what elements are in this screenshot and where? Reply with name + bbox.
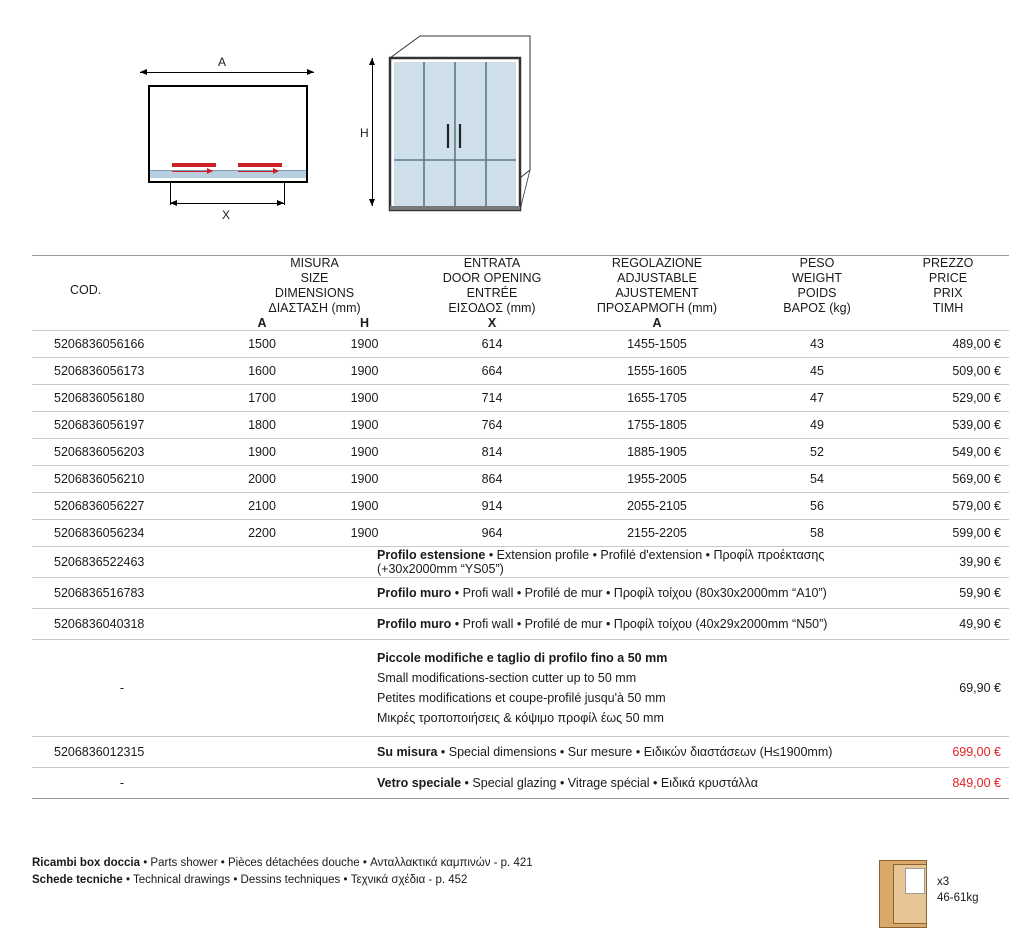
door-direction-arrow-right: [238, 171, 278, 172]
subheader-empty-3: [887, 316, 1009, 331]
cell-adj: 1885-1905: [567, 439, 747, 466]
cell-adj: 1955-2005: [567, 466, 747, 493]
footer-line-parts[interactable]: [32, 855, 1009, 872]
header-prezzo-gr: TIMH: [932, 301, 964, 315]
desc-rest: • Special glazing • Vitrage spécial • Ειδικά κρυστάλλα: [461, 776, 758, 790]
header-peso-gr: ΒΑΡΟΣ (kg): [783, 301, 851, 315]
dimension-x-label: X: [222, 208, 231, 222]
price-table: [32, 255, 1009, 799]
table-row[interactable]: [32, 331, 1009, 358]
subheader-empty: [32, 316, 212, 331]
cell-h: 1900: [312, 331, 417, 358]
cell-adj: 2155-2205: [567, 520, 747, 547]
mod-line-it: Piccole modifiche e taglio di profilo fino a 50 mm: [377, 651, 668, 665]
footer-references: [32, 855, 1009, 889]
header-regolazione: [567, 256, 747, 317]
header-peso: [747, 256, 887, 317]
cell-adj: 1755-1805: [567, 412, 747, 439]
header-misura-it: MISURA: [290, 256, 339, 270]
header-entrata-fr: ENTRÉE: [466, 286, 518, 300]
dimension-a-arrow: [140, 72, 314, 73]
table-bottom-border: [32, 799, 1009, 800]
header-misura-fr: DIMENSIONS: [274, 286, 355, 300]
mod-line-en: Small modifications-section cutter up to 50 mm: [377, 671, 637, 685]
header-regolazione-fr: AJUSTEMENT: [615, 286, 699, 300]
subheader-adj: A: [652, 316, 662, 330]
cell-code: 5206836522463: [32, 547, 212, 578]
dimension-x-arrow: [170, 203, 284, 204]
package-weight: 46-61kg: [937, 892, 979, 904]
cell-price: 539,00 €: [887, 412, 1009, 439]
cell-weight: 45: [747, 358, 887, 385]
header-regolazione-gr: ΠΡΟΣΑΡΜΟΓΗ (mm): [596, 301, 718, 315]
cell-code: -: [32, 768, 212, 799]
cell-h: 1900: [312, 385, 417, 412]
plan-view-diagram: [140, 55, 330, 220]
packaging-text: [937, 874, 979, 906]
footer-parts-bold: Ricambi box doccia: [32, 857, 141, 869]
cell-price: 59,90 €: [887, 578, 1009, 609]
mod-line-fr: Petites modifications et coupe-profilé jusqu'à 50 mm: [377, 691, 666, 705]
footer-line-drawings[interactable]: [32, 872, 1009, 889]
cell-h: 1900: [312, 439, 417, 466]
cell-description: [212, 737, 887, 768]
cell-x: 814: [417, 439, 567, 466]
dimension-h-label: H: [360, 126, 369, 140]
header-regolazione-en: ADJUSTABLE: [617, 271, 697, 285]
subheader-empty-2: [747, 316, 887, 331]
desc-rest: • Extension profile • Profilé d'extension • Προφίλ προέκτασης (+30x2000mm “YS05”): [377, 548, 825, 576]
header-peso-en: WEIGHT: [792, 271, 842, 285]
special-row[interactable]: [32, 768, 1009, 799]
header-entrata-it: ENTRATA: [463, 256, 521, 270]
option-row[interactable]: [32, 578, 1009, 609]
desc-bold: Vetro speciale: [377, 776, 462, 790]
header-misura-en: SIZE: [300, 271, 329, 285]
cell-a: 2200: [212, 520, 312, 547]
cell-adj: 1555-1605: [567, 358, 747, 385]
cell-price: 599,00 €: [887, 520, 1009, 547]
cell-code: 5206836516783: [32, 578, 212, 609]
header-entrata-en: DOOR OPENING: [442, 271, 542, 285]
cell-weight: 47: [747, 385, 887, 412]
cell-h: 1900: [312, 358, 417, 385]
header-peso-it: PESO: [799, 256, 835, 270]
x-tick-right: [284, 183, 285, 205]
table-row[interactable]: [32, 358, 1009, 385]
mod-line-gr: Μικρές τροποποιήσεις & κόψιμο προφίλ έως 50 mm: [377, 711, 664, 725]
cell-price: 569,00 €: [887, 466, 1009, 493]
desc-bold: Su misura: [377, 745, 438, 759]
package-label-icon: [905, 868, 925, 894]
cell-weight: 56: [747, 493, 887, 520]
modification-row[interactable]: [32, 640, 1009, 737]
cell-description: [212, 609, 887, 640]
cell-code: 5206836056173: [32, 358, 212, 385]
cell-weight: 52: [747, 439, 887, 466]
cell-price: 699,00 €: [887, 737, 1009, 768]
header-prezzo-fr: PRIX: [933, 286, 963, 300]
shower-enclosure-3d: [360, 20, 560, 235]
desc-rest: • Profi wall • Profilé de mur • Προφίλ τοίχου (40x29x2000mm “N50”): [451, 617, 828, 631]
cell-description: [212, 768, 887, 799]
desc-bold: Profilo muro: [377, 617, 452, 631]
cell-a: 1500: [212, 331, 312, 358]
cell-price: 39,90 €: [887, 547, 1009, 578]
subheader-h: H: [359, 316, 370, 330]
cell-h: 1900: [312, 412, 417, 439]
cell-description: [212, 640, 887, 737]
dimension-a-label: A: [218, 55, 227, 69]
cell-code: 5206836056210: [32, 466, 212, 493]
footer-drawings-bold: Schede tecniche: [32, 874, 123, 886]
cell-a: 2000: [212, 466, 312, 493]
cell-price: 849,00 €: [887, 768, 1009, 799]
cell-weight: 43: [747, 331, 887, 358]
cell-h: 1900: [312, 493, 417, 520]
cell-code: 5206836056197: [32, 412, 212, 439]
door-travel-bar-right: [238, 163, 282, 167]
cell-description: [212, 547, 887, 578]
cell-x: 664: [417, 358, 567, 385]
table-row[interactable]: [32, 493, 1009, 520]
footer-parts-rest: • Parts shower • Pièces détachées douche • Ανταλλακτικά καμπινών - p. 421: [140, 857, 533, 869]
header-misura: [212, 256, 417, 317]
product-diagrams: [0, 0, 1017, 250]
cell-weight: 58: [747, 520, 887, 547]
table-row[interactable]: [32, 439, 1009, 466]
cell-a: 1800: [212, 412, 312, 439]
table-row[interactable]: [32, 466, 1009, 493]
table-row[interactable]: [32, 385, 1009, 412]
cell-adj: 1655-1705: [567, 385, 747, 412]
cell-code: -: [32, 640, 212, 737]
desc-bold: Profilo muro: [377, 586, 452, 600]
cell-a: 1600: [212, 358, 312, 385]
header-cod: COD.: [70, 283, 102, 297]
special-row[interactable]: [32, 737, 1009, 768]
door-travel-bar-left: [172, 163, 216, 167]
cell-code: 5206836056203: [32, 439, 212, 466]
cell-price: 579,00 €: [887, 493, 1009, 520]
cell-a: 2100: [212, 493, 312, 520]
enclosure-outline: [148, 85, 308, 182]
cell-code: 5206836056227: [32, 493, 212, 520]
price-table-wrap: [32, 255, 1009, 799]
cell-x: 764: [417, 412, 567, 439]
cell-price: 69,90 €: [887, 640, 1009, 737]
option-row[interactable]: [32, 609, 1009, 640]
cell-weight: 54: [747, 466, 887, 493]
table-row[interactable]: [32, 412, 1009, 439]
desc-bold: Profilo estensione: [377, 548, 486, 562]
option-row[interactable]: [32, 547, 1009, 578]
subheader-x: X: [487, 316, 497, 330]
cell-weight: 49: [747, 412, 887, 439]
cell-x: 964: [417, 520, 567, 547]
cell-code: 5206836056180: [32, 385, 212, 412]
cell-h: 1900: [312, 520, 417, 547]
cell-a: 1700: [212, 385, 312, 412]
cell-price: 549,00 €: [887, 439, 1009, 466]
header-prezzo-en: PRICE: [928, 271, 968, 285]
cell-code: 5206836012315: [32, 737, 212, 768]
header-entrata: [417, 256, 567, 317]
cell-price: 49,90 €: [887, 609, 1009, 640]
cell-description: [212, 578, 887, 609]
desc-rest: • Special dimensions • Sur mesure • Ειδικών διαστάσεων (H≤1900mm): [437, 745, 833, 759]
header-misura-gr: ΔΙΑΣΤΑΣΗ (mm): [268, 301, 361, 315]
door-direction-arrow-left: [172, 171, 212, 172]
table-subheader-row: [32, 316, 1009, 331]
header-prezzo-it: PREZZO: [922, 256, 974, 270]
cell-x: 864: [417, 466, 567, 493]
header-regolazione-it: REGOLAZIONE: [611, 256, 703, 270]
cell-adj: 2055-2105: [567, 493, 747, 520]
cell-code: 5206836040318: [32, 609, 212, 640]
footer-drawings-rest: • Technical drawings • Dessins techniques • Τεχνικά σχέδια - p. 452: [122, 874, 468, 886]
package-quantity: x3: [937, 876, 950, 888]
desc-rest: • Profi wall • Profilé de mur • Προφίλ τοίχου (80x30x2000mm “A10”): [451, 586, 827, 600]
cell-code: 5206836056166: [32, 331, 212, 358]
packaging-info: [879, 858, 1009, 938]
cell-adj: 1455-1505: [567, 331, 747, 358]
table-row[interactable]: [32, 520, 1009, 547]
header-peso-fr: POIDS: [797, 286, 837, 300]
cell-price: 509,00 €: [887, 358, 1009, 385]
cell-x: 714: [417, 385, 567, 412]
header-entrata-gr: ΕΙΣΟΔΟΣ (mm): [448, 301, 536, 315]
header-prezzo: [887, 256, 1009, 317]
cell-x: 914: [417, 493, 567, 520]
table-header-row: [32, 256, 1009, 317]
cell-h: 1900: [312, 466, 417, 493]
cell-price: 489,00 €: [887, 331, 1009, 358]
cell-a: 1900: [212, 439, 312, 466]
cell-code: 5206836056234: [32, 520, 212, 547]
cell-x: 614: [417, 331, 567, 358]
cell-price: 529,00 €: [887, 385, 1009, 412]
subheader-a: A: [257, 316, 267, 330]
